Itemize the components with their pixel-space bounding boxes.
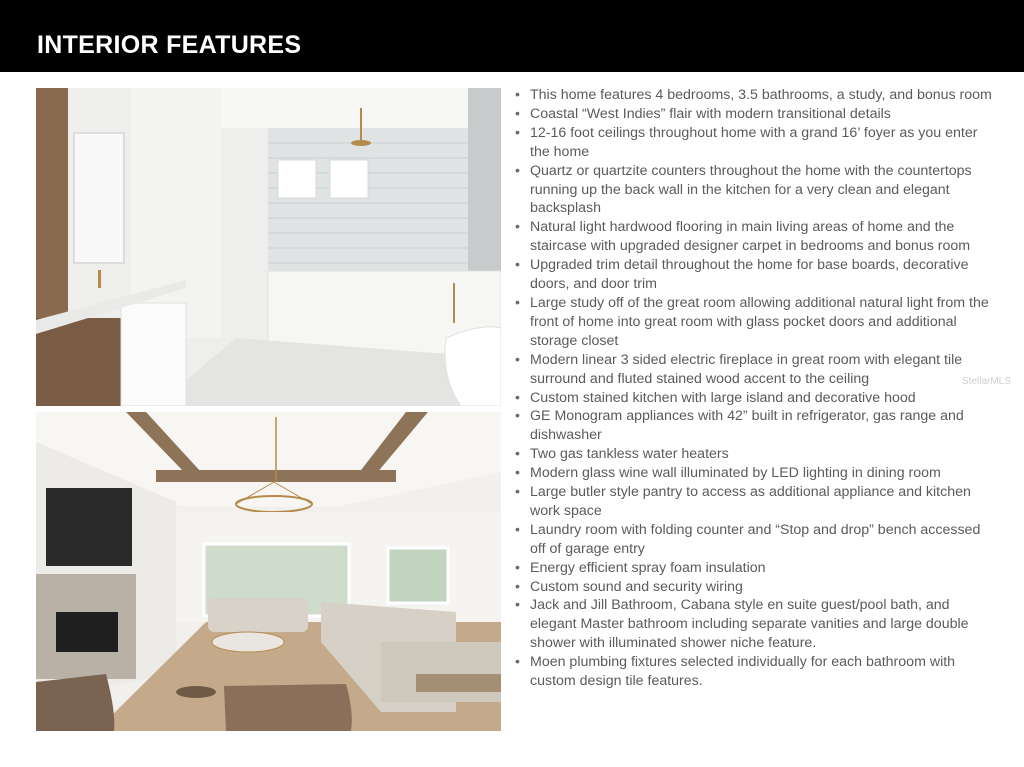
list-item: • This home features 4 bedrooms, 3.5 bathrooms, a study, and bonus room — [512, 86, 992, 105]
list-item: • Upgraded trim detail throughout the home for base boards, decorative doors, and door trim — [512, 256, 992, 294]
list-item: • GE Monogram appliances with 42” built in refrigerator, gas range and dishwasher — [512, 407, 992, 445]
list-item: • Moen plumbing fixtures selected individually for each bathroom with custom design tile features. — [512, 653, 992, 691]
living-room-photo — [36, 412, 501, 731]
watermark-text: StellarMLS — [962, 376, 1011, 387]
page-header — [0, 0, 1024, 72]
list-item: • Modern linear 3 sided electric fireplace in great room with elegant tile surround and fluted stained wood accent to the ceiling — [512, 351, 992, 389]
list-item: • Two gas tankless water heaters — [512, 445, 992, 464]
list-item: • Coastal “West Indies” flair with modern transitional details — [512, 105, 992, 124]
list-item: • Energy efficient spray foam insulation — [512, 559, 992, 578]
list-item: • Modern glass wine wall illuminated by LED lighting in dining room — [512, 464, 992, 483]
page-title: INTERIOR FEATURES — [37, 31, 302, 59]
list-item: • Laundry room with folding counter and “Stop and drop” bench accessed off of garage entry — [512, 521, 992, 559]
list-item: • Jack and Jill Bathroom, Cabana style en suite guest/pool bath, and elegant Master bathroom including separate vanities and large double shower with illuminated shower niche feature. — [512, 596, 992, 653]
list-item: • Large study off of the great room allowing additional natural light from the front of home into great room with glass pocket doors and additional storage closet — [512, 294, 992, 351]
bathroom-photo — [36, 88, 501, 406]
list-item: • Custom sound and security wiring — [512, 578, 992, 597]
feature-list — [512, 86, 992, 691]
list-item: • 12-16 foot ceilings throughout home with a grand 16’ foyer as you enter the home — [512, 124, 992, 162]
list-item: • Custom stained kitchen with large island and decorative hood — [512, 389, 992, 408]
list-item: • Large butler style pantry to access as additional appliance and kitchen work space — [512, 483, 992, 521]
list-item: • Quartz or quartzite counters throughout the home with the countertops running up the back wall in the kitchen for a very clean and elegant backsplash — [512, 162, 992, 219]
list-item: • Natural light hardwood flooring in main living areas of home and the staircase with upgraded designer carpet in bedrooms and bonus room — [512, 218, 992, 256]
